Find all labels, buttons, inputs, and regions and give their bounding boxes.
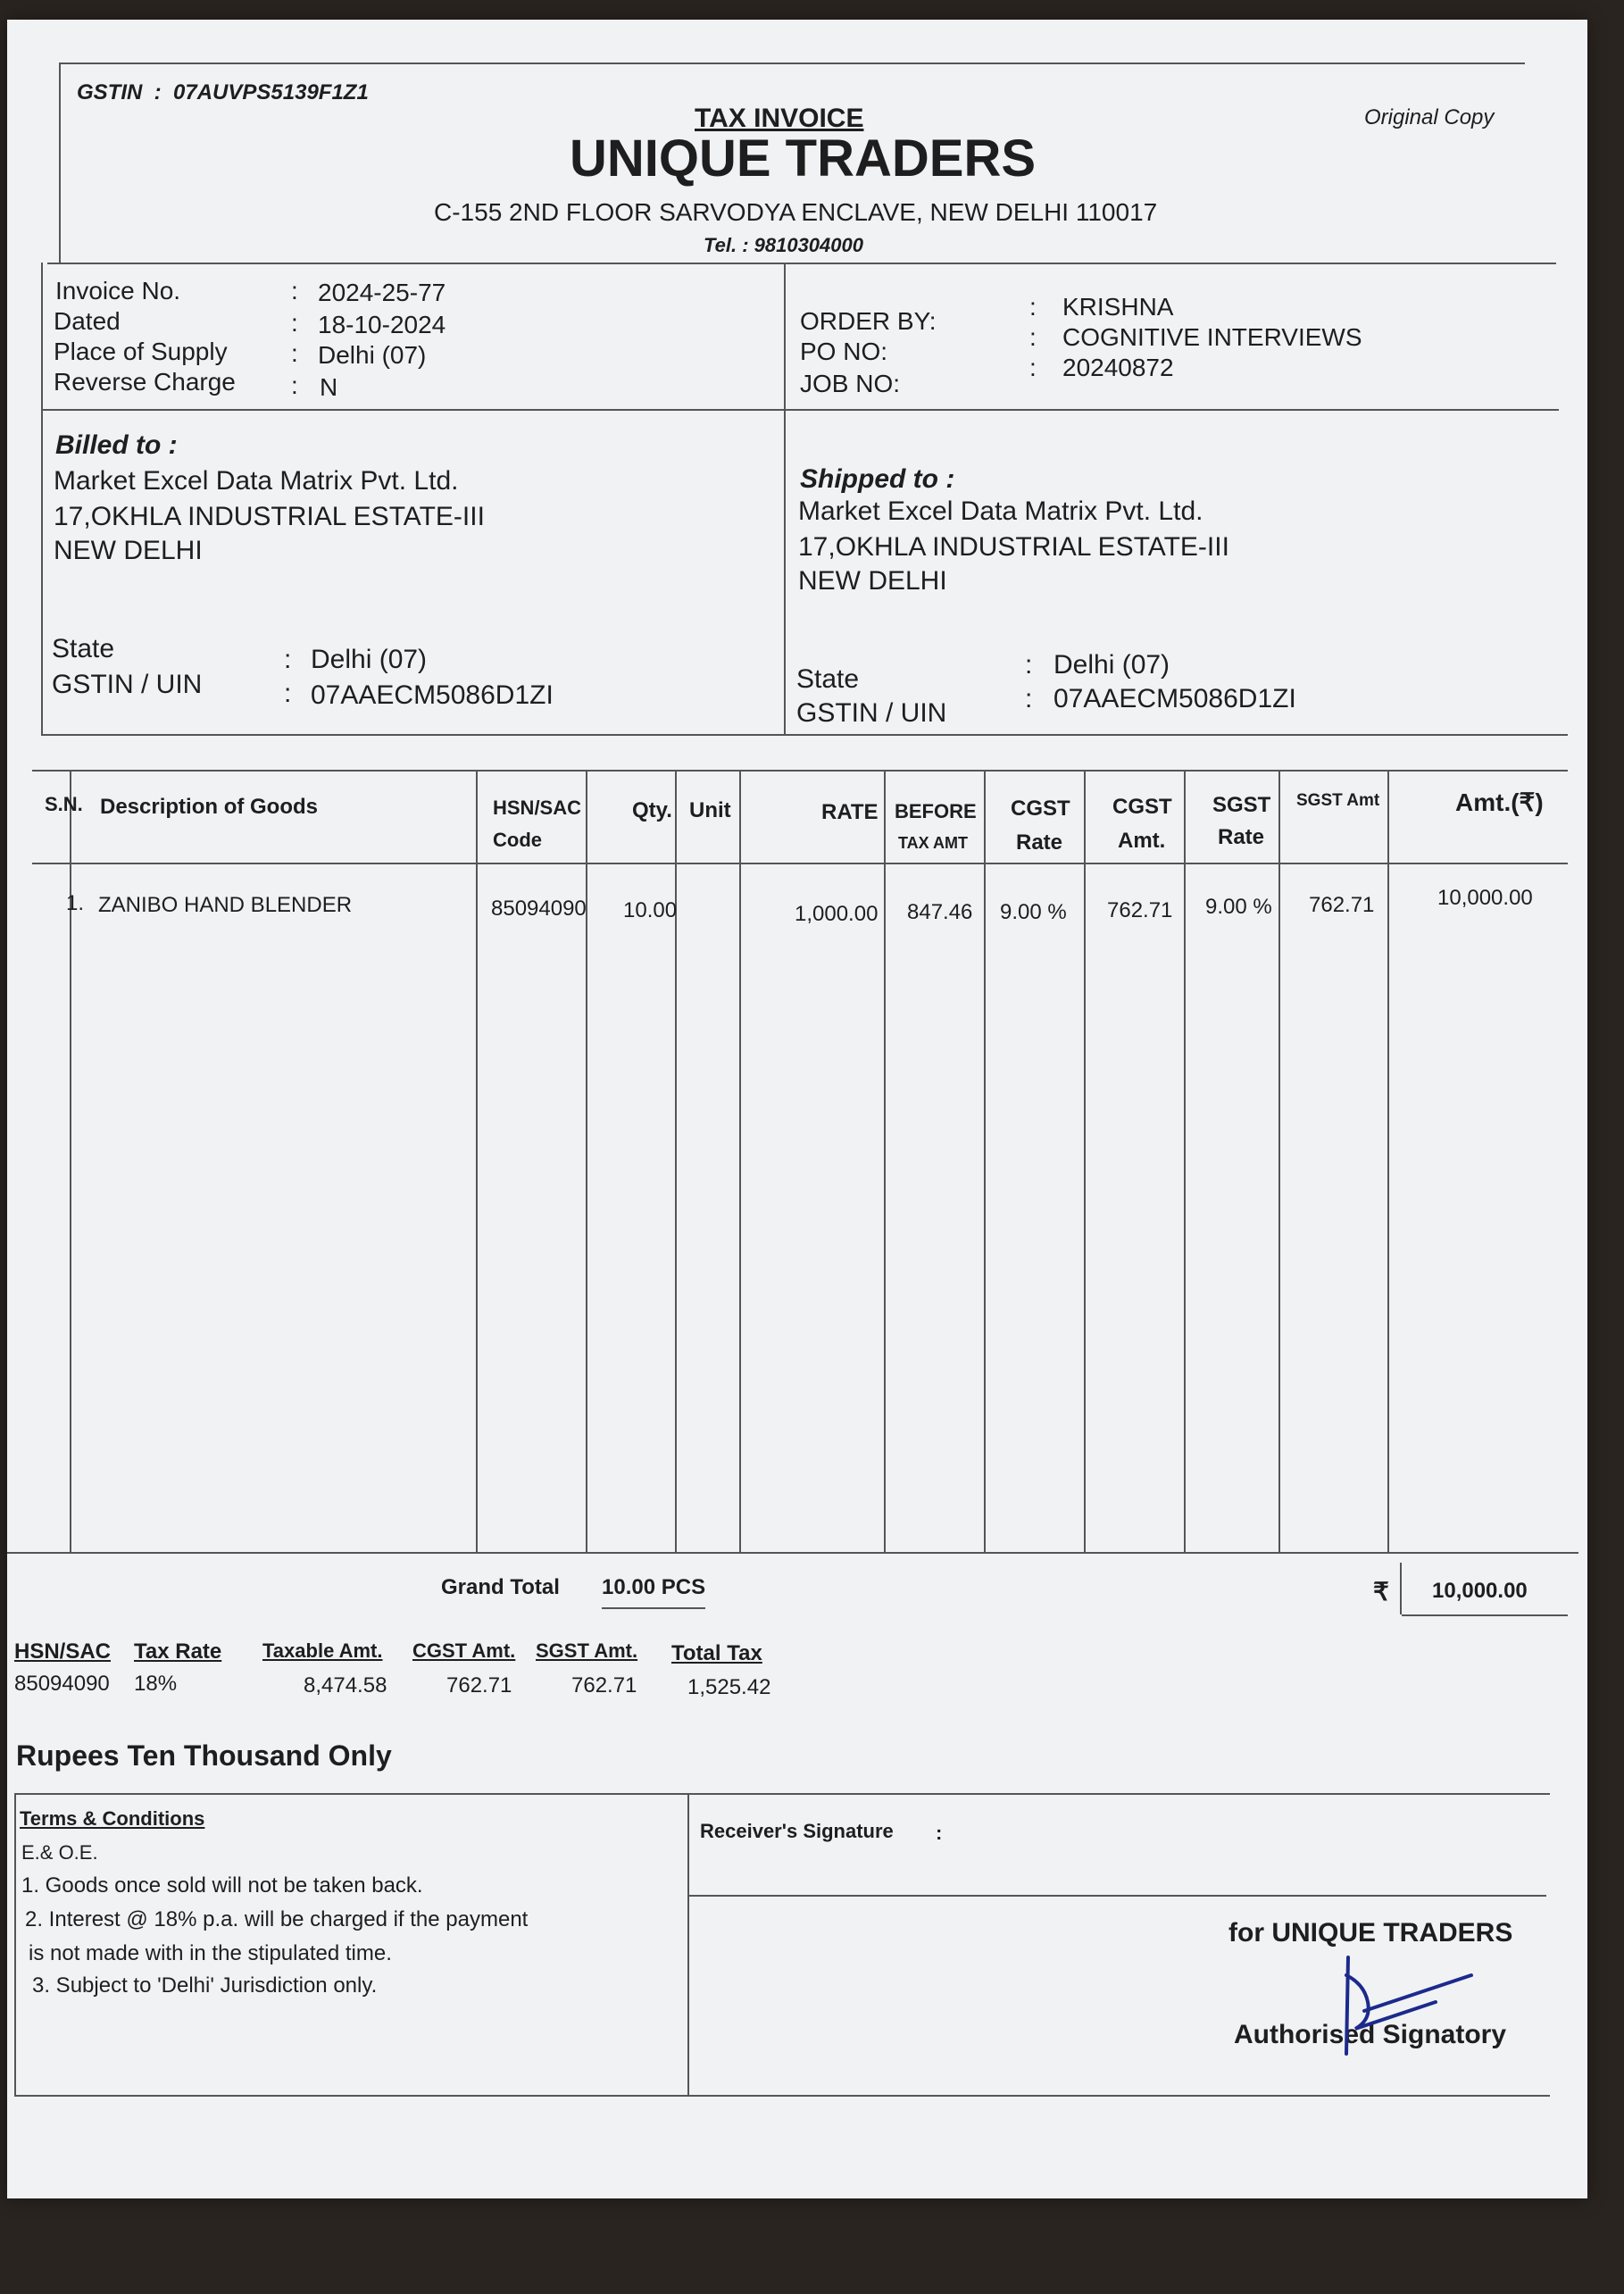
cell-before-tax: 847.46	[907, 900, 973, 924]
cell-cgst-rate: 9.00 %	[1000, 900, 1067, 924]
th-cgst-rate-2: Rate	[1016, 830, 1063, 855]
ts-h-total: Total Tax	[671, 1641, 762, 1665]
terms-heading: Terms & Conditions	[20, 1807, 205, 1830]
th-desc: Description of Goods	[100, 795, 319, 819]
bottom-center-divider	[687, 1793, 689, 2097]
amount-in-words: Rupees Ten Thousand Only	[16, 1739, 392, 1772]
company-name: UNIQUE TRADERS	[570, 129, 1037, 188]
ts-sgst: 762.71	[571, 1673, 637, 1698]
terms-line: 2. Interest @ 18% p.a. will be charged if the payment	[25, 1907, 529, 1931]
shipped-to-state-label: State	[796, 664, 860, 694]
th-hsn-1: HSN/SAC	[493, 797, 582, 819]
th-sgst-rate-1: SGST	[1212, 793, 1271, 817]
divider-meta	[41, 409, 1559, 411]
th-unit: Unit	[689, 798, 731, 822]
meta-value-place: Delhi (07)	[318, 341, 427, 369]
shipped-to-address2: NEW DELHI	[798, 566, 947, 596]
billed-to-address1: 17,OKHLA INDUSTRIAL ESTATE-III	[54, 502, 485, 531]
divider-address	[41, 734, 1568, 736]
grand-total-amount: 10,000.00	[1432, 1579, 1528, 1603]
table-bottom-line	[7, 1552, 1578, 1554]
th-cgst-amt-1: CGST	[1112, 795, 1172, 819]
receiver-signature-label: Receiver's Signature	[700, 1820, 894, 1842]
doc-type: TAX INVOICE	[695, 104, 864, 133]
ts-h-hsn: HSN/SAC	[14, 1639, 112, 1664]
terms-line: is not made with in the stipulated time.	[29, 1941, 392, 1965]
cell-sgst-rate: 9.00 %	[1205, 895, 1272, 919]
shipped-to-gstin-label: GSTIN / UIN	[796, 698, 947, 728]
bottom-border	[14, 2095, 1550, 2097]
th-cgst-rate-1: CGST	[1011, 797, 1070, 821]
meta-label-dated: Dated	[54, 307, 121, 335]
authorised-signatory: Authorised Signatory	[1234, 2020, 1507, 2049]
ts-h-cgst: CGST Amt.	[412, 1639, 516, 1662]
th-amount: Amt.(₹)	[1455, 788, 1544, 816]
copy-type: Original Copy	[1364, 105, 1495, 129]
ts-hsn: 85094090	[14, 1672, 110, 1696]
handwritten-signature	[1328, 1948, 1507, 2073]
for-company: for UNIQUE TRADERS	[1228, 1918, 1513, 1948]
cell-qty: 10.00	[623, 898, 678, 922]
billed-to-heading: Billed to :	[55, 430, 178, 460]
gstin-value: 07AUVPS5139F1Z1	[173, 80, 369, 104]
shipped-to-state-value: Delhi (07)	[1054, 650, 1170, 680]
ts-h-sgst: SGST Amt.	[536, 1639, 638, 1662]
cell-cgst-amt: 762.71	[1107, 898, 1173, 922]
meta-label-po-no: PO NO:	[800, 338, 888, 365]
cell-amount: 10,000.00	[1437, 886, 1533, 910]
ts-h-rate: Tax Rate	[134, 1639, 222, 1664]
divider-header	[47, 263, 1556, 264]
cell-rate: 1,000.00	[795, 902, 879, 926]
th-before-2: TAX AMT	[898, 834, 968, 852]
meta-label-order-by: ORDER BY:	[800, 307, 937, 335]
rupee-icon: ₹	[1373, 1578, 1389, 1606]
th-qty: Qty.	[632, 798, 672, 822]
receiver-divider	[689, 1895, 1546, 1897]
billed-to-gstin-label: GSTIN / UIN	[52, 670, 203, 699]
billed-to-state-label: State	[52, 634, 115, 663]
shipped-to-gstin-value: 07AAECM5086D1ZI	[1054, 684, 1296, 713]
meta-value-invoice-no: 2024-25-77	[318, 279, 446, 306]
th-rate: RATE	[821, 800, 879, 824]
cell-sn: 1.	[66, 891, 85, 915]
gstin-header: GSTIN : 07AUVPS5139F1Z1	[77, 80, 369, 104]
cell-sgst-amt: 762.71	[1309, 893, 1375, 917]
meta-label-place: Place of Supply	[54, 338, 228, 365]
billed-to-address2: NEW DELHI	[54, 536, 203, 565]
ts-taxable: 8,474.58	[304, 1673, 387, 1698]
th-cgst-amt-2: Amt.	[1118, 829, 1166, 853]
meta-label-invoice-no: Invoice No.	[55, 277, 181, 304]
th-before-1: BEFORE	[895, 800, 977, 822]
left-border-top	[59, 63, 61, 263]
th-sgst-amt: SGST Amt	[1296, 791, 1380, 810]
grand-total-qty: 10.00 PCS	[602, 1575, 705, 1609]
ts-rate: 18%	[134, 1672, 178, 1696]
terms-line: 3. Subject to 'Delhi' Jurisdiction only.	[32, 1973, 378, 1998]
meta-label-reverse: Reverse Charge	[54, 368, 236, 396]
ts-h-taxable: Taxable Amt.	[262, 1639, 383, 1662]
meta-value-job-no: 20240872	[1062, 354, 1174, 381]
invoice-paper: GSTIN : 07AUVPS5139F1Z1 TAX INVOICE Original Copy UNIQUE TRADERS C-155 2ND FLOOR SARVODYA ENCLAVE, NEW DELHI 110017 Tel. : 9810304000 Invoice No. : 2024-25-77 Dated : 18-10-2024 Place of Supply : Delhi (07) Reverse Charge : N ORDER BY: : KRISHNA PO NO: : COGNITIVE INTERVIEWS JOB NO: : 20240872 Billed to : Market Excel Data Matrix Pvt. Ltd. 17,OKHLA INDUSTRIAL ESTATE-III NEW DELHI State : Delhi (07) GSTIN / UIN : 07AAECM5086D1ZI Shipped to : Market Excel Data Matrix Pvt. Ltd. 17,OKHLA INDUSTRIAL ESTATE-III NEW DELHI State : Delhi (07) GSTIN / UIN : 07AAECM5086D1ZI S.N. Description of Goods HSN/SAC Code Qty. Unit RATE BEFORE TAX AMT CGST Rate CGST Amt. SGST Rate SGST Amt Amt.(₹) 1. ZANIBO HAND BLENDER 85094090 10.00 1,000.00 847.46 9.00 % 762.71 9.00 % 762.71 10,000.00 Grand Total 10.00 PCS ₹ 10,000.00 HSN/SAC Tax Rate Taxable Amt. CGST Amt. SGST Amt. Total Tax 85094090 18% 8,474.58 762.71 762.71 1,525.42 Rupees Ten Thousand Only Terms & Conditions E.& O.E. 1. Goods once sold will not be taken back. 2. Interest @ 18% p.a. will be charged if the payment is not made with in the stipulated time. 3. Subject to 'Delhi' Jurisdiction only. Receiver's Signature : for UNIQUE TRADERS Authorised Signatory	[7, 20, 1587, 2198]
company-tel: Tel. : 9810304000	[704, 234, 863, 256]
meta-value-order-by: KRISHNA	[1062, 293, 1174, 321]
left-border-mid	[41, 263, 43, 736]
top-border	[61, 63, 1525, 64]
receiver-signature-colon: :	[936, 1822, 943, 1844]
meta-label-job-no: JOB NO:	[800, 370, 901, 397]
ts-cgst: 762.71	[446, 1673, 512, 1698]
table-top-line	[32, 770, 1568, 772]
company-address: C-155 2ND FLOOR SARVODYA ENCLAVE, NEW DELHI 110017	[434, 198, 1158, 226]
meta-value-dated: 18-10-2024	[318, 311, 446, 338]
billed-to-name: Market Excel Data Matrix Pvt. Ltd.	[54, 466, 459, 496]
meta-value-po-no: COGNITIVE INTERVIEWS	[1062, 323, 1362, 351]
ts-total: 1,525.42	[687, 1675, 771, 1699]
gstin-label: GSTIN	[77, 80, 143, 104]
meta-center-divider	[784, 263, 786, 736]
billed-to-gstin-value: 07AAECM5086D1ZI	[311, 680, 554, 710]
meta-value-reverse: N	[320, 373, 338, 401]
th-hsn-2: Code	[493, 829, 542, 851]
th-sgst-rate-2: Rate	[1218, 825, 1265, 849]
th-sn: S.N.	[45, 793, 83, 815]
terms-line: E.& O.E.	[21, 1841, 98, 1864]
terms-line: 1. Goods once sold will not be taken back.	[21, 1873, 423, 1898]
divider-bottom	[14, 1793, 1550, 1795]
shipped-to-heading: Shipped to :	[800, 464, 955, 494]
shipped-to-name: Market Excel Data Matrix Pvt. Ltd.	[798, 496, 1203, 526]
table-header-line	[32, 863, 1568, 864]
cell-hsn: 85094090	[491, 897, 587, 921]
cell-desc: ZANIBO HAND BLENDER	[98, 893, 353, 917]
grand-total-label: Grand Total	[441, 1575, 560, 1599]
shipped-to-address1: 17,OKHLA INDUSTRIAL ESTATE-III	[798, 532, 1229, 562]
billed-to-state-value: Delhi (07)	[311, 645, 428, 674]
